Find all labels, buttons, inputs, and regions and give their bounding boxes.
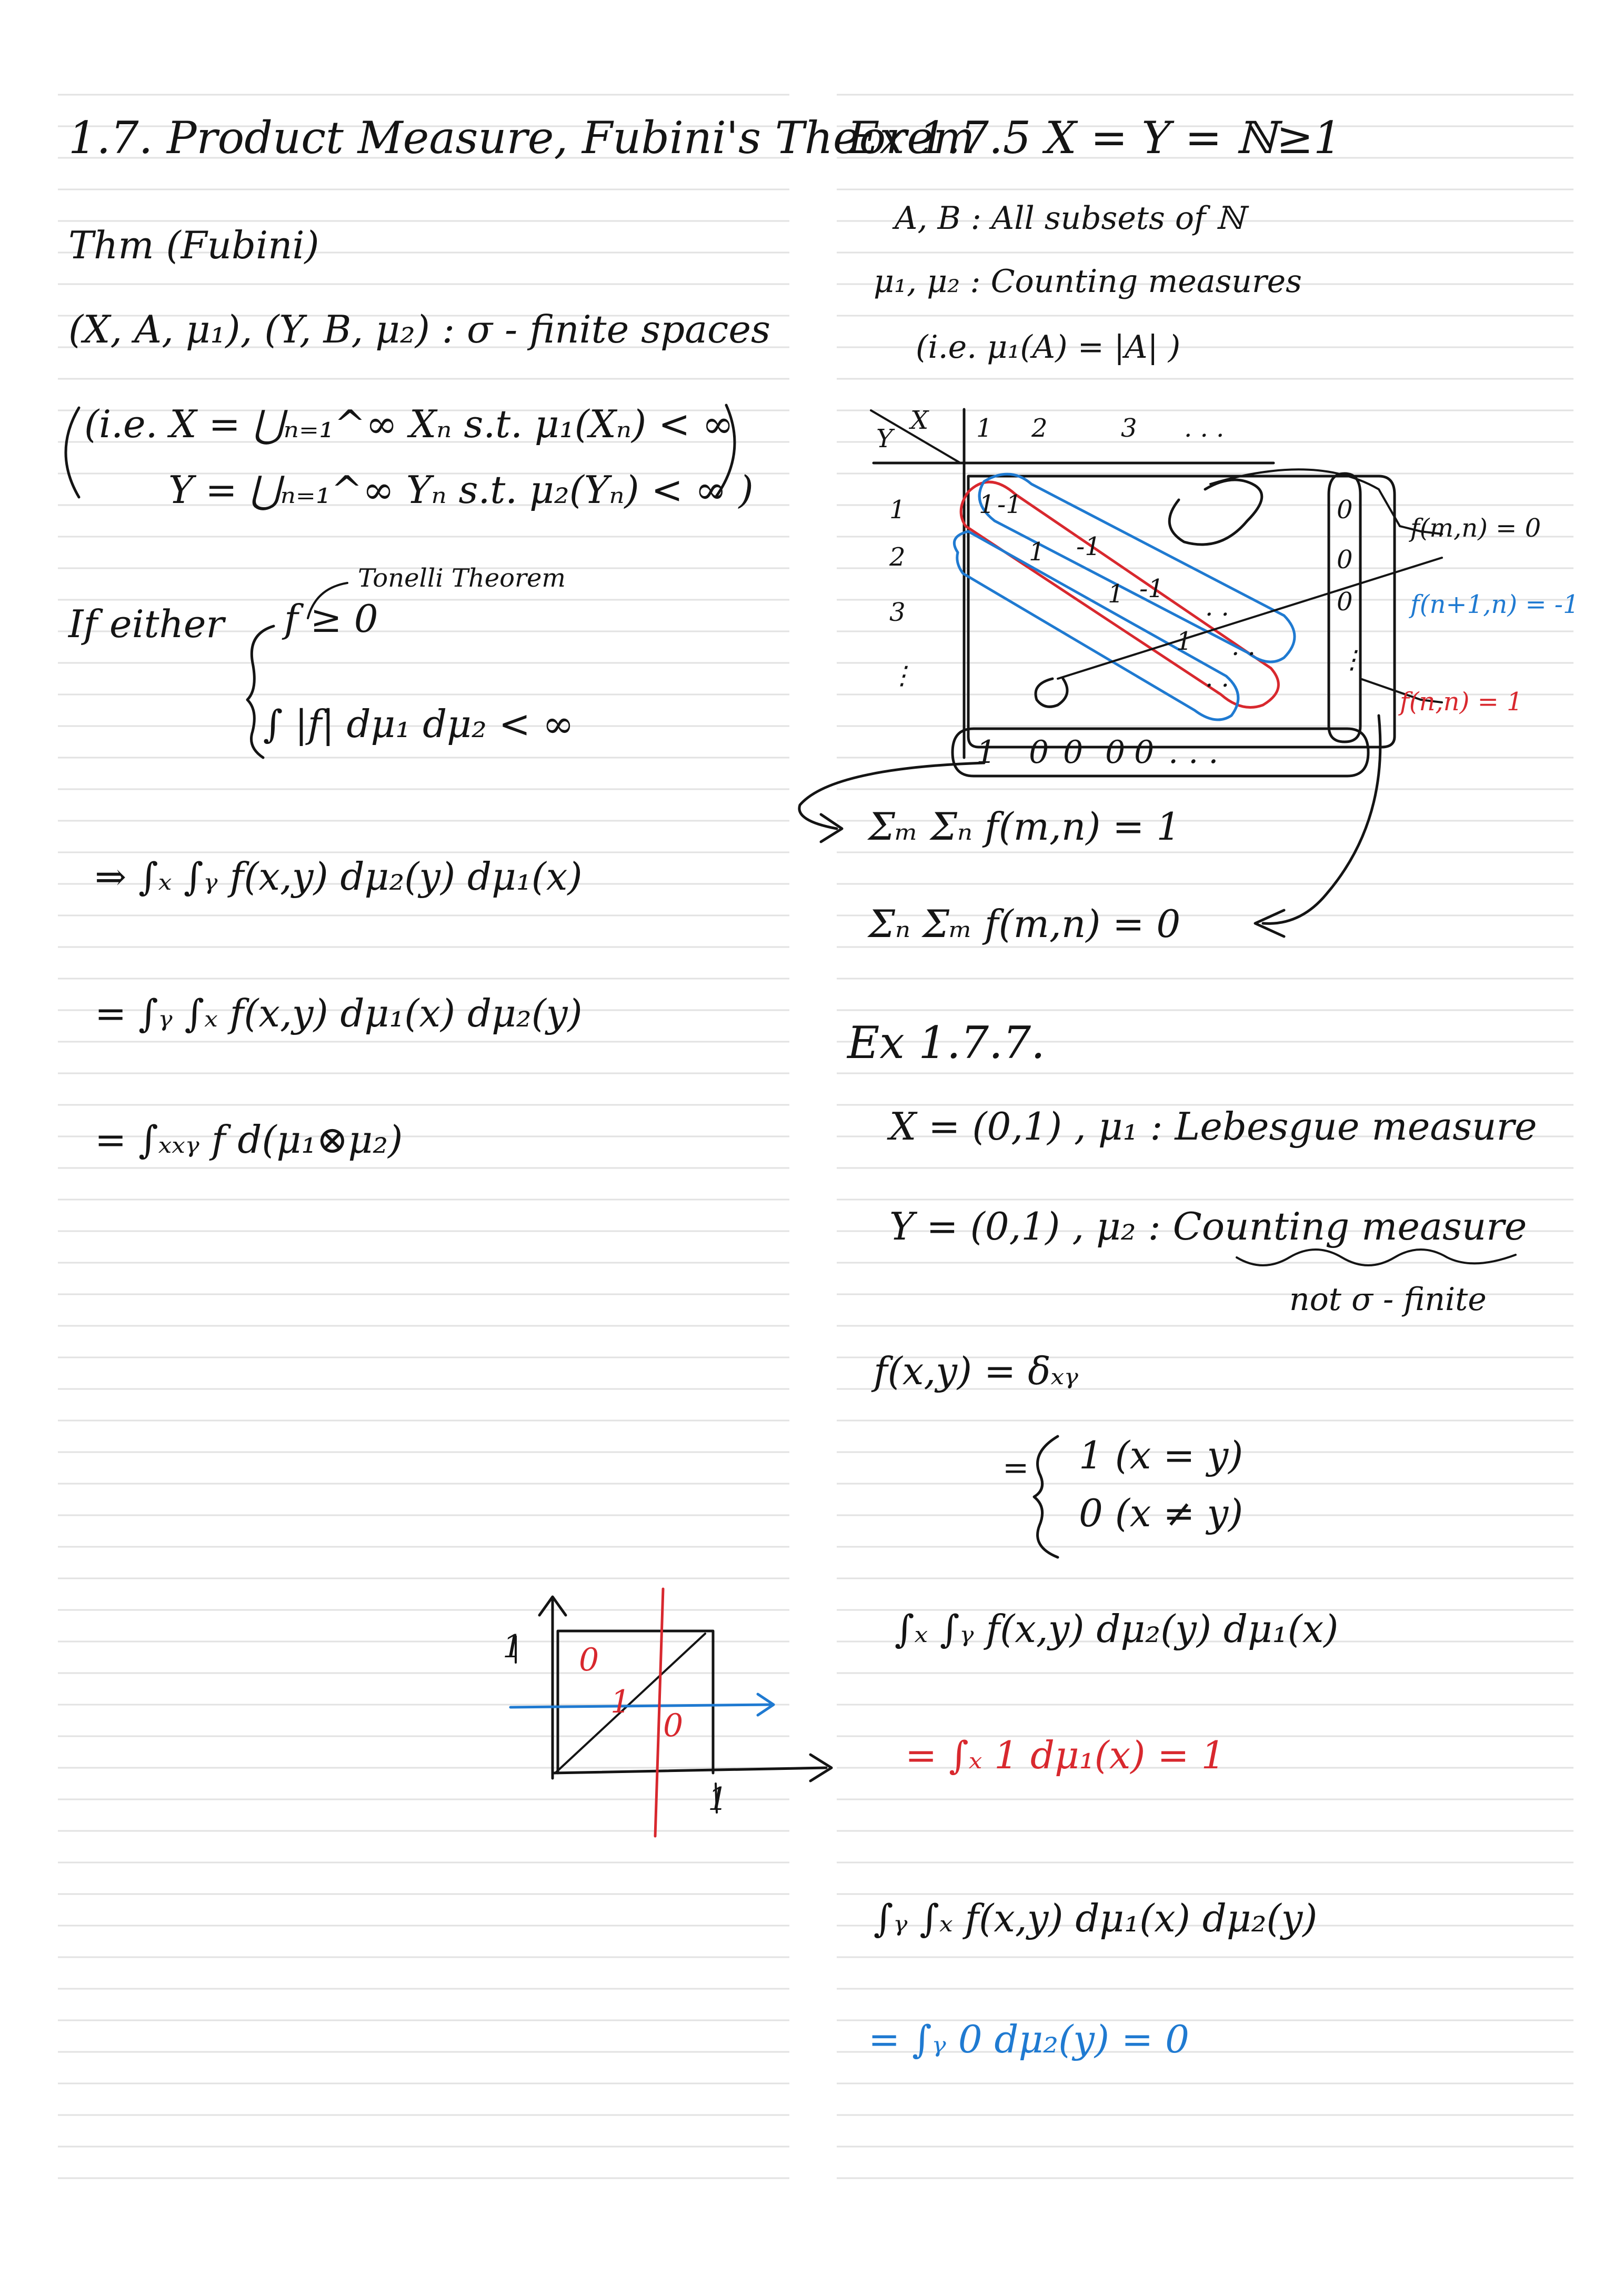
diag-entry: 1 [1108, 579, 1124, 609]
section-title: 1.7. Product Measure, Fubini's Theorem [68, 112, 975, 164]
sigma-finite-x: (i.e. X = ⋃ₙ₌₁^∞ Xₙ s.t. μ₁(Xₙ) < ∞ [84, 402, 734, 446]
graph-y-one: 1 [503, 1628, 523, 1665]
not-sigma-finite: not σ - finite [1289, 1281, 1487, 1318]
col-header: . . . [1184, 414, 1225, 443]
integral-yx-order: ∫ᵧ ∫ₓ f(x,y) dμ₁(x) dμ₂(y) [874, 1896, 1318, 1940]
graph-zero-right: 0 [663, 1707, 684, 1744]
diag-entry: 1 [979, 490, 995, 519]
example-177-y: Y = (0,1) , μ₂ : Counting measure [889, 1204, 1527, 1248]
left-paren-ie [66, 408, 79, 497]
row-header: 1 [889, 495, 906, 525]
diag-dots: . . [1231, 632, 1256, 661]
measure-spaces: (X, A, μ₁), (Y, B, μ₂) : σ - finite spaces [68, 307, 770, 351]
f-delta-definition: f(x,y) = δₓᵧ [874, 1349, 1079, 1393]
example-175-sigma-algebras: A, B : All subsets of ℕ [895, 200, 1245, 237]
example-177-title: Ex 1.7.7. [847, 1017, 1045, 1069]
row-sum-entry: . . . [1168, 734, 1219, 771]
example-175-counting-def: (i.e. μ₁(A) = |A| ) [916, 329, 1181, 366]
matrix-corner-x: X [910, 406, 929, 435]
sigma-finite-y: Y = ⋃ₙ₌₁^∞ Yₙ s.t. μ₂(Yₙ) < ∞ ) [168, 468, 754, 512]
example-175-title: Ex 1.7.5 X = Y = ℕ≥1 [847, 112, 1342, 164]
row-header: ⋮ [889, 661, 915, 690]
iterated-integral-yx: = ∫ᵧ ∫ₓ f(x,y) dμ₁(x) dμ₂(y) [95, 991, 583, 1035]
superdiag-entry: -1 [997, 490, 1022, 519]
row-sum-capsule [953, 729, 1368, 776]
row-sum-entry: 0 [1063, 734, 1084, 771]
integral-xy-result: = ∫ₓ 1 dμ₁(x) = 1 [905, 1733, 1226, 1777]
legend-minus-one: f(n+1,n) = -1 [1410, 590, 1579, 619]
iterated-integral-xy: ⇒ ∫ₓ ∫ᵧ f(x,y) dμ₂(y) dμ₁(x) [95, 854, 583, 899]
matrix-outer-box [968, 476, 1395, 747]
superdiag-entry: -1 [1076, 532, 1101, 561]
row-sum-entry: 1 [976, 734, 997, 771]
col-sum-entry: 0 [1337, 587, 1353, 617]
integral-yx-result: = ∫ᵧ 0 dμ₂(y) = 0 [868, 2017, 1189, 2061]
col-sum-entry: 0 [1337, 545, 1353, 575]
condition-nonnegative: f ≥ 0 [284, 597, 378, 641]
col-header: 2 [1031, 414, 1048, 443]
case-brace [1034, 1436, 1058, 1557]
top-row-loop [1169, 480, 1262, 545]
legend-zero: f(m,n) = 0 [1410, 513, 1541, 543]
col-sum-entry: 0 [1337, 495, 1353, 525]
row-sum-entry: 0 [1105, 734, 1126, 771]
col-sum-entry: ⋮ [1339, 645, 1365, 674]
sum-m-then-n: Σₘ Σₙ f(m,n) = 1 [868, 804, 1181, 849]
diag-entry: 1 [1176, 627, 1192, 656]
if-either: If either [68, 602, 224, 646]
graph-x-one: 1 [708, 1781, 728, 1818]
graph-one-diagonal: 1 [610, 1684, 631, 1720]
col-header: 1 [976, 414, 993, 443]
bottom-left-loop [1036, 679, 1067, 707]
sum-n-then-m: Σₙ Σₘ f(m,n) = 0 [868, 902, 1181, 946]
product-integral: = ∫ₓₓᵧ f d(μ₁⊗μ₂) [95, 1117, 403, 1162]
case-equal: = [1003, 1449, 1029, 1486]
row-sum-entry: 0 [1134, 734, 1155, 771]
row-header: 2 [889, 542, 906, 572]
theorem-heading: Thm (Fubini) [68, 223, 319, 267]
diag-dots: . . [1205, 592, 1229, 622]
diag-entry: 1 [1029, 537, 1045, 567]
graph-zero-top: 0 [579, 1642, 599, 1678]
condition-integrable: ∫ |f| dμ₁ dμ₂ < ∞ [263, 702, 574, 746]
example-175-measures: μ₁, μ₂ : Counting measures [874, 263, 1302, 300]
integral-xy-order: ∫ₓ ∫ᵧ f(x,y) dμ₂(y) dμ₁(x) [895, 1607, 1339, 1651]
row-sum-entry: 0 [1029, 734, 1049, 771]
row-header: 3 [889, 598, 906, 627]
example-177-x: X = (0,1) , μ₁ : Lebesgue measure [889, 1104, 1537, 1149]
col-header: 3 [1121, 414, 1137, 443]
diag-dots: . . [1205, 663, 1229, 693]
matrix-corner-y: Y [876, 424, 893, 454]
legend-one: f(n,n) = 1 [1400, 687, 1523, 717]
case-x-not-y: 0 (x ≠ y) [1079, 1491, 1244, 1535]
tonelli-label: Tonelli Theorem [358, 563, 566, 593]
case-x-equals-y: 1 (x = y) [1079, 1433, 1244, 1477]
superdiag-entry: -1 [1139, 574, 1164, 603]
